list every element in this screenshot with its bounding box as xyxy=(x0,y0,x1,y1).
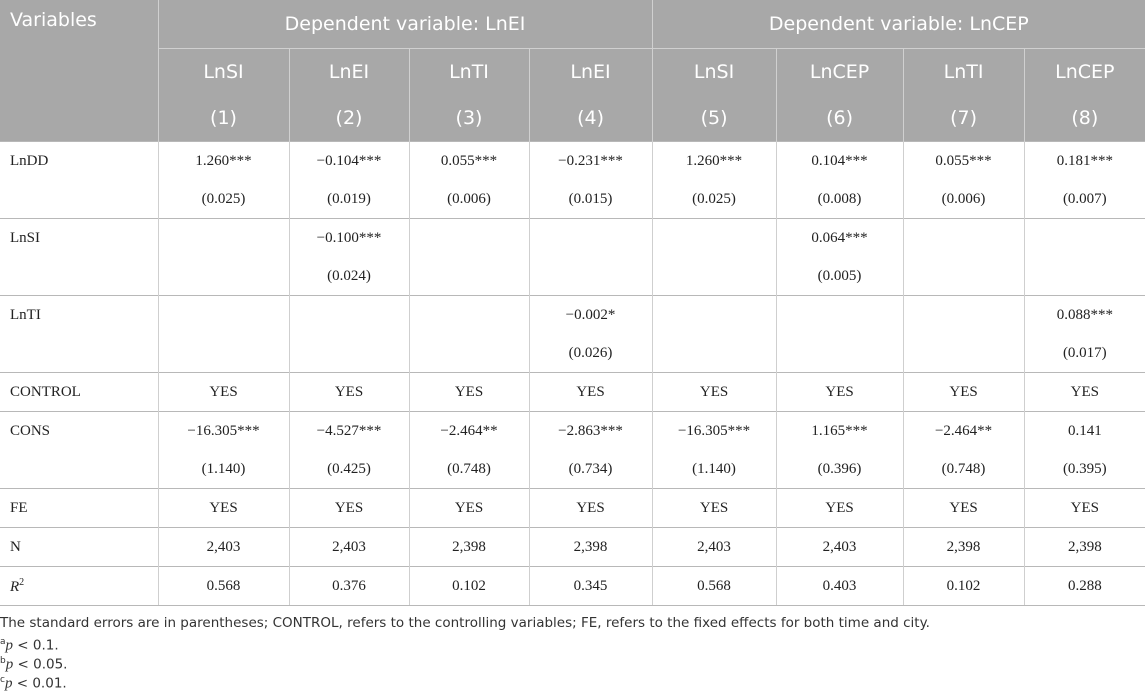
table-cell: 2,403 xyxy=(158,528,289,567)
table-row xyxy=(0,142,1145,181)
table-row xyxy=(0,373,1145,412)
table-cell xyxy=(652,257,776,296)
table-cell: −16.305*** xyxy=(652,412,776,451)
table-cell: YES xyxy=(158,373,289,412)
table-cell: 0.181*** xyxy=(1024,142,1145,181)
table-cell: 0.088*** xyxy=(1024,296,1145,335)
table-cell: (1.140) xyxy=(158,450,289,489)
column-number: (8) xyxy=(1024,95,1145,142)
column-header: LnEI xyxy=(289,49,409,96)
table-cell: −0.104*** xyxy=(289,142,409,181)
table-cell xyxy=(289,334,409,373)
table-cell: (0.395) xyxy=(1024,450,1145,489)
table-cell: 0.568 xyxy=(652,567,776,606)
table-header xyxy=(0,0,1145,142)
row-label xyxy=(0,180,158,219)
table-cell xyxy=(409,296,529,335)
row-label: LnSI xyxy=(0,219,158,258)
table-cell xyxy=(652,296,776,335)
table-cell: (1.140) xyxy=(652,450,776,489)
table-cell: 2,403 xyxy=(289,528,409,567)
table-cell: (0.748) xyxy=(409,450,529,489)
row-label: LnDD xyxy=(0,142,158,181)
table-cell: −16.305*** xyxy=(158,412,289,451)
row-label: LnTI xyxy=(0,296,158,335)
table-cell xyxy=(529,219,652,258)
table-cell: 0.141 xyxy=(1024,412,1145,451)
table-cell: −0.002* xyxy=(529,296,652,335)
table-cell: 0.102 xyxy=(903,567,1024,606)
table-cell: 0.064*** xyxy=(776,219,903,258)
table-row xyxy=(0,257,1145,296)
row-label xyxy=(0,334,158,373)
table-cell: (0.425) xyxy=(289,450,409,489)
table-row xyxy=(0,180,1145,219)
table-cell xyxy=(529,257,652,296)
note-item: $^a$p < 0.1. xyxy=(0,637,59,654)
row-label: FE xyxy=(0,489,158,528)
table-cell: 2,403 xyxy=(776,528,903,567)
table-cell: (0.006) xyxy=(409,180,529,219)
table-cell: 2,398 xyxy=(409,528,529,567)
table-cell xyxy=(409,257,529,296)
table-row xyxy=(0,567,1145,606)
table-cell xyxy=(903,257,1024,296)
table-cell: (0.734) xyxy=(529,450,652,489)
row-label: CONS xyxy=(0,412,158,451)
table-cell xyxy=(409,334,529,373)
row-label: $R^2$ xyxy=(0,567,158,606)
table-cell: YES xyxy=(652,373,776,412)
row-label xyxy=(0,450,158,489)
table-cell: −4.527*** xyxy=(289,412,409,451)
table-cell xyxy=(652,334,776,373)
note-item: $^c$p < 0.01. xyxy=(0,675,67,692)
table-cell: YES xyxy=(529,489,652,528)
table-cell xyxy=(1024,257,1145,296)
table-cell: 1.165*** xyxy=(776,412,903,451)
table-cell xyxy=(158,296,289,335)
column-header: LnTI xyxy=(903,49,1024,96)
table-row xyxy=(0,412,1145,451)
table-cell: 1.260*** xyxy=(158,142,289,181)
note-main: The standard errors are in parentheses; CONTROL, refers to the controlling variables; FE, refers to the fixed effects for both time and city. xyxy=(0,615,930,631)
row-label: CONTROL xyxy=(0,373,158,412)
table-cell: YES xyxy=(289,489,409,528)
table-cell: YES xyxy=(903,373,1024,412)
table-cell: −2.464** xyxy=(903,412,1024,451)
table-cell: 0.403 xyxy=(776,567,903,606)
table-cell: YES xyxy=(903,489,1024,528)
table-cell xyxy=(409,219,529,258)
table-cell: (0.017) xyxy=(1024,334,1145,373)
table-cell: 2,403 xyxy=(652,528,776,567)
column-number: (1) xyxy=(158,95,289,142)
table-cell: 2,398 xyxy=(903,528,1024,567)
table-cell: (0.015) xyxy=(529,180,652,219)
table-cell: 0.288 xyxy=(1024,567,1145,606)
table-cell xyxy=(903,334,1024,373)
table-cell: (0.025) xyxy=(158,180,289,219)
table-cell: YES xyxy=(409,489,529,528)
column-header: LnEI xyxy=(529,49,652,96)
table-cell xyxy=(903,219,1024,258)
table-cell: (0.026) xyxy=(529,334,652,373)
table-cell: −0.100*** xyxy=(289,219,409,258)
variables-header: Variables xyxy=(0,0,158,142)
table-cell: (0.006) xyxy=(903,180,1024,219)
table-cell: YES xyxy=(409,373,529,412)
column-number: (5) xyxy=(652,95,776,142)
table-cell: (0.025) xyxy=(652,180,776,219)
table-cell: −2.863*** xyxy=(529,412,652,451)
table-cell: YES xyxy=(776,373,903,412)
column-number: (6) xyxy=(776,95,903,142)
table-cell: 0.055*** xyxy=(409,142,529,181)
table-cell: (0.396) xyxy=(776,450,903,489)
table-cell: 2,398 xyxy=(529,528,652,567)
table-cell: 0.055*** xyxy=(903,142,1024,181)
table-cell: (0.008) xyxy=(776,180,903,219)
column-number: (4) xyxy=(529,95,652,142)
column-number: (7) xyxy=(903,95,1024,142)
table-cell: 0.104*** xyxy=(776,142,903,181)
table-row xyxy=(0,489,1145,528)
table-cell: YES xyxy=(652,489,776,528)
table-cell: YES xyxy=(1024,489,1145,528)
table-cell: YES xyxy=(529,373,652,412)
table-row xyxy=(0,296,1145,335)
table-body xyxy=(0,142,1145,606)
row-label xyxy=(0,257,158,296)
table-cell: (0.005) xyxy=(776,257,903,296)
table-row xyxy=(0,450,1145,489)
table-cell: 1.260*** xyxy=(652,142,776,181)
table-cell: YES xyxy=(776,489,903,528)
table-cell xyxy=(289,296,409,335)
table-cell: −0.231*** xyxy=(529,142,652,181)
column-header: LnCEP xyxy=(776,49,903,96)
column-number: (3) xyxy=(409,95,529,142)
column-header: LnCEP xyxy=(1024,49,1145,96)
table-cell: 0.568 xyxy=(158,567,289,606)
table-cell xyxy=(652,219,776,258)
table-cell: −2.464** xyxy=(409,412,529,451)
group-header-lnei: Dependent variable: LnEI xyxy=(158,0,652,49)
table-cell: 0.376 xyxy=(289,567,409,606)
row-label: N xyxy=(0,528,158,567)
table-row xyxy=(0,334,1145,373)
table-cell xyxy=(158,257,289,296)
table-cell: 0.102 xyxy=(409,567,529,606)
table-row xyxy=(0,528,1145,567)
table-cell xyxy=(903,296,1024,335)
table-notes xyxy=(0,614,930,692)
column-header: LnSI xyxy=(652,49,776,96)
table-cell: YES xyxy=(158,489,289,528)
table-row xyxy=(0,219,1145,258)
table-cell: YES xyxy=(1024,373,1145,412)
table-cell: YES xyxy=(289,373,409,412)
table-cell xyxy=(776,296,903,335)
table-cell xyxy=(158,219,289,258)
table-cell: (0.019) xyxy=(289,180,409,219)
table-cell: (0.024) xyxy=(289,257,409,296)
table-cell: 0.345 xyxy=(529,567,652,606)
table-cell xyxy=(776,334,903,373)
table-cell xyxy=(1024,219,1145,258)
table-cell: (0.007) xyxy=(1024,180,1145,219)
note-item: $^b$p < 0.05. xyxy=(0,656,68,673)
group-header-lncep: Dependent variable: LnCEP xyxy=(652,0,1145,49)
table-cell: (0.748) xyxy=(903,450,1024,489)
column-header: LnTI xyxy=(409,49,529,96)
table-cell xyxy=(158,334,289,373)
table-cell: 2,398 xyxy=(1024,528,1145,567)
column-number: (2) xyxy=(289,95,409,142)
column-header: LnSI xyxy=(158,49,289,96)
